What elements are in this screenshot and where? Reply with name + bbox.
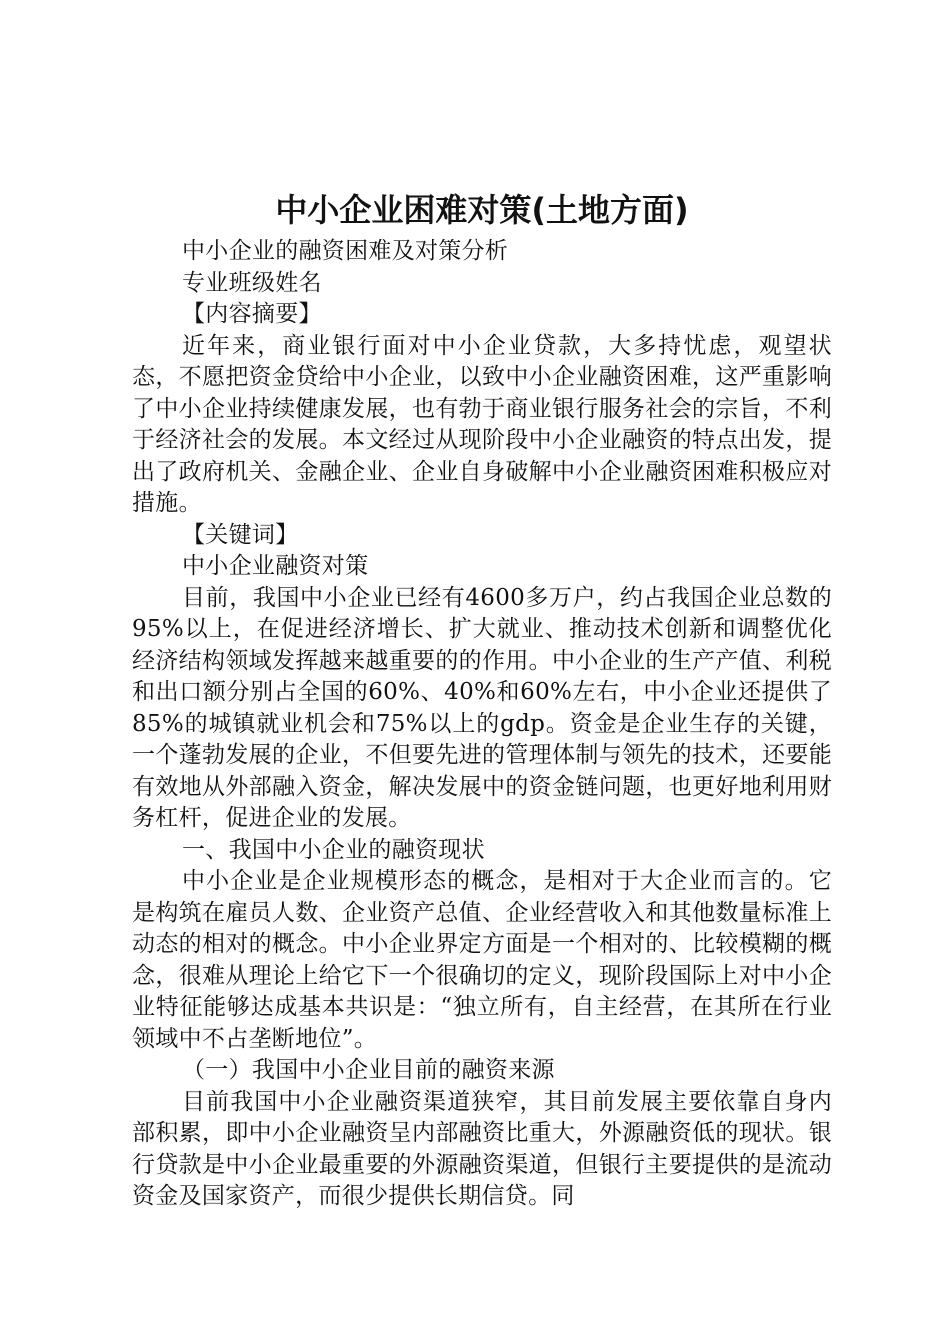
body-paragraph: 中小企业是企业规模形态的概念，是相对于大企业而言的。它是构筑在雇员人数、企业资产总值、企业经营收入和其他数量标准上动态的相对的概念。中小企业界定方面是一个相对的、比较模糊的概念，很难从理论上给它下一个很确切的定义，现阶段国际上对中小企业特征能够达成基本共识是：“独立所有，自主经营，在其所在行业领域中不占垄断地位”。 bbox=[132, 868, 832, 1052]
abstract-paragraph: 近年来，商业银行面对中小企业贷款，大多持忧虑，观望状态，不愿把资金贷给中小企业，以致中小企业融资困难，这严重影响了中小企业持续健康发展，也有勃于商业银行服务社会的宗旨，不利于经济社会的发展。本文经过从现阶段中小企业融资的特点出发，提出了政府机关、金融企业、企业自身破解中小企业融资困难积极应对措施。 bbox=[132, 332, 832, 516]
subsection-heading-1: （一）我国中小企业目前的融资来源 bbox=[182, 1057, 555, 1083]
document-page bbox=[132, 188, 832, 1213]
keywords-paragraph: 中小企业融资对策 bbox=[182, 553, 369, 579]
section-heading-1: 一、我国中小企业的融资现状 bbox=[182, 836, 485, 863]
document-title: 中小企业困难对策(土地方面) bbox=[275, 191, 689, 229]
subtitle-paragraph: 中小企业的融资困难及对策分析 bbox=[182, 238, 509, 264]
body-paragraph: 目前我国中小企业融资渠道狭窄，其目前发展主要依靠自身内部积累，即中小企业融资呈内部融资比重大，外源融资低的现状。银行贷款是中小企业最重要的外源融资渠道，但银行主要提供的是流动资金及国家资产，而很少提供长期信贷。同 bbox=[132, 1088, 832, 1209]
abstract-heading: 【内容摘要】 bbox=[182, 301, 322, 327]
author-line: 专业班级姓名 bbox=[182, 269, 322, 296]
intro-paragraph: 目前，我国中小企业已经有4600多万户，约占我国企业总数的95%以上，在促进经济增长、扩大就业、推动技术创新和调整优化经济结构领域发挥越来越重要的的作用。中小企业的生产产值、利税和出口额分别占全国的60%、40%和60%左右，中小企业还提供了85%的城镇就业机会和75%以上的gdp。资金是企业生存的关键，一个蓬勃发展的企业，不但要先进的管理体制与领先的技术，还要能有效地从外部融入资金，解决发展中的资金链问题，也更好地利用财务杠杆，促进企业的发展。 bbox=[132, 584, 832, 831]
keywords-heading: 【关键词】 bbox=[182, 521, 299, 548]
